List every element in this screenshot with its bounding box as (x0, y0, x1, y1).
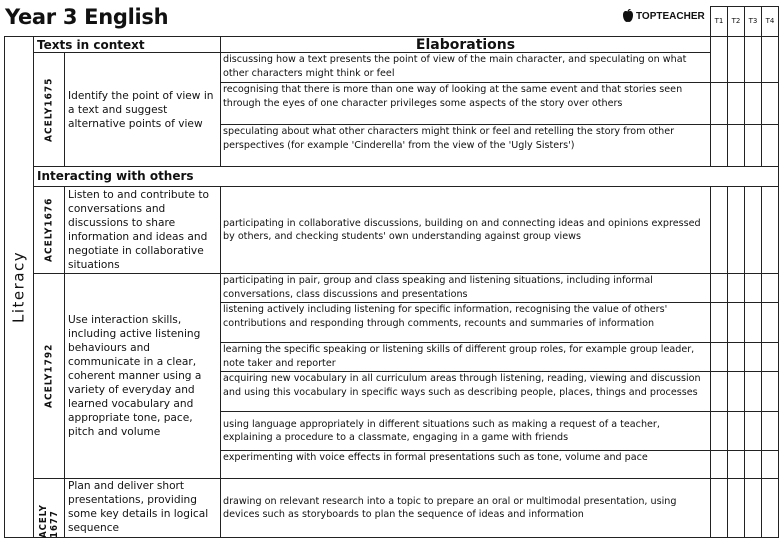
row-divider (710, 450, 779, 451)
elaboration: learning the specific speaking or listening skills of different group roles, for example group leader, note taker and reporter (220, 342, 711, 372)
term-divider (744, 186, 745, 538)
term-divider (727, 36, 728, 167)
term-t1: T1 (710, 6, 728, 37)
term-t4: T4 (761, 6, 779, 37)
row-divider (710, 371, 779, 372)
term-divider (727, 186, 728, 538)
elaboration: using language appropriately in different situations such as making a request of a teacher, explaining a procedure to a classmate, engaging in a game with friends (220, 411, 711, 451)
elaboration: recognising that there is more than one way of looking at the same event and that stories seen through the eyes of one character privileges some aspects of the story over others (220, 82, 711, 125)
elaboration: experimenting with voice effects in formal presentations such as tone, volume and pace (220, 450, 711, 479)
term-t2: T2 (727, 6, 745, 37)
code-label: ACELY1676 (43, 197, 55, 263)
elaboration: drawing on relevant research into a topic to prepare an oral or multimodal presentation, using devices such as storyboards to plan the sequence of ideas and information (220, 478, 711, 538)
section-heading: Texts in context (33, 36, 221, 53)
description: Use interaction skills, including active listening behaviours and communicate in a clear, coherent manner using a variety of everyday and learned vocabulary and appropriate tone, pace, pitch and volume (64, 273, 221, 479)
term-t3: T3 (744, 6, 762, 37)
row-divider (710, 82, 779, 83)
page-title: Year 3 English (5, 5, 169, 29)
elaboration: speculating about what other characters might think or feel and retelling the story from other perspectives (for example 'Cinderella' from the view of the 'Ugly Sisters') (220, 124, 711, 167)
term-divider (744, 36, 745, 167)
elaboration: participating in collaborative discussions, building on and connecting ideas and opinions expressed by others, and checking students' own understanding against group views (220, 186, 711, 274)
elaborations-heading: Elaborations (220, 36, 711, 53)
elaboration: participating in pair, group and class speaking and listening situations, including informal conversations, class discussions and presentations (220, 273, 711, 303)
description: Listen to and contribute to conversations and discussions to share information and ideas and negotiate in collaborative situations (64, 186, 221, 274)
strand-label: Literacy (9, 250, 28, 324)
logo-text: TOPTEACHER (636, 10, 705, 22)
apple-icon (622, 9, 634, 23)
row-divider (710, 411, 779, 412)
code-label: ACELY 1677 (38, 504, 60, 538)
description: Identify the point of view in a text and suggest alternative points of view (64, 52, 221, 167)
row-divider (710, 342, 779, 343)
row-divider (710, 273, 779, 274)
elaboration: acquiring new vocabulary in all curriculum areas through listening, reading, viewing and discussion and using this vocabulary in specific ways such as describing people, places, things and processes (220, 371, 711, 412)
term-divider (761, 186, 762, 538)
description: Plan and deliver short presentations, providing some key details in logical sequence (64, 478, 221, 538)
row-divider (710, 478, 779, 479)
code-label: ACELY1792 (43, 343, 55, 409)
section-heading: Interacting with others (33, 166, 779, 187)
row-divider (710, 302, 779, 303)
row-divider (710, 124, 779, 125)
logo (622, 8, 705, 24)
term-divider (761, 36, 762, 167)
elaboration: discussing how a text presents the point of view of the main character, and speculating on what other characters might think or feel (220, 52, 711, 83)
elaboration: listening actively including listening for specific information, recognising the value of others' contributions and responding through comments, recounts and summaries of information (220, 302, 711, 343)
code-label: ACELY1675 (43, 77, 55, 142)
